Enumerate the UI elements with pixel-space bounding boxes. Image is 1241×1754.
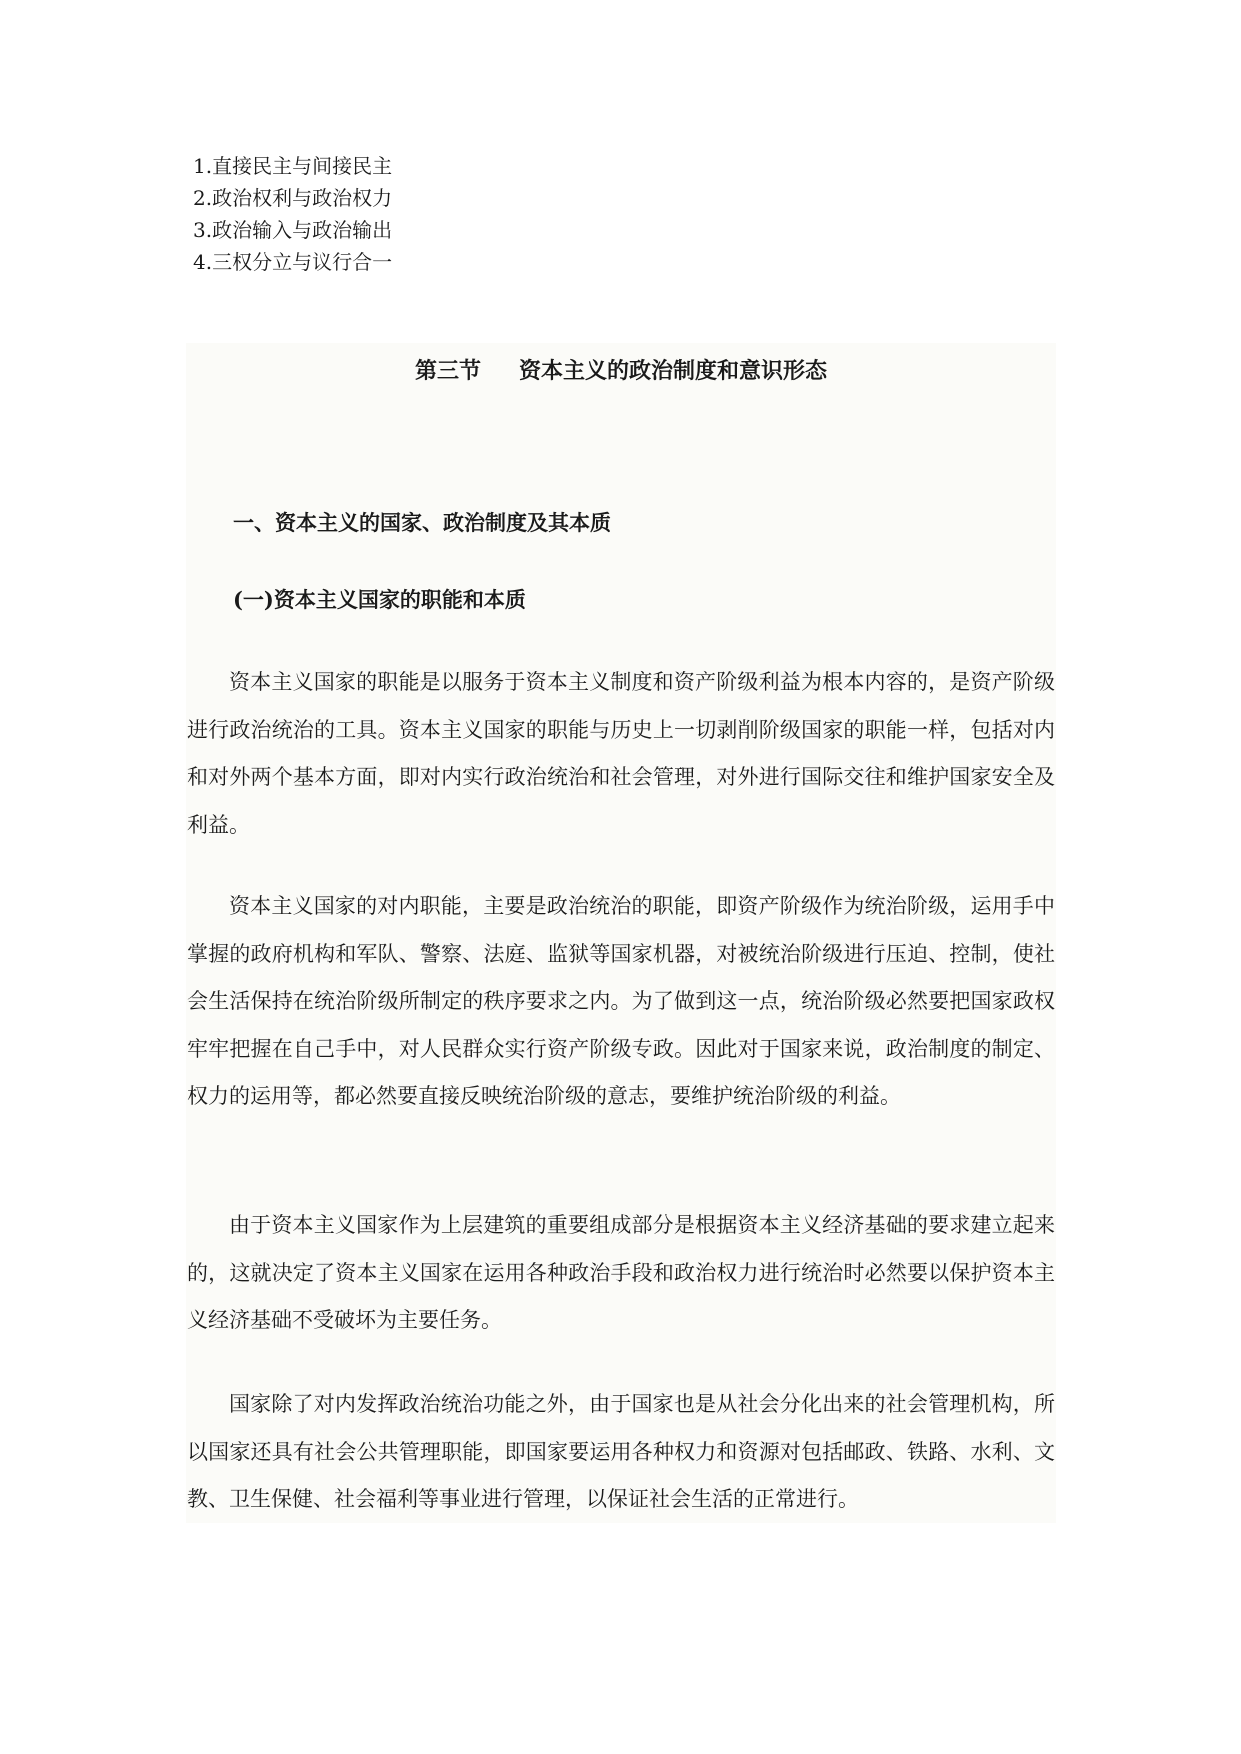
heading-1: 一、资本主义的国家、政治制度及其本质 — [233, 510, 611, 535]
section-number: 第三节 — [414, 358, 481, 384]
intro-list — [193, 150, 392, 278]
content-block — [186, 343, 1056, 1523]
section-name: 资本主义的政治制度和意识形态 — [519, 358, 828, 384]
paragraph: 资本主义国家的对内职能，主要是政治统治的职能，即资产阶级作为统治阶级，运用手中掌握的政府机构和军队、警察、法庭、监狱等国家机器，对被统治阶级进行压迫、控制，使社会生活保持在统治阶级所制定的秩序要求之内。为了做到这一点，统治阶级必然要把国家政权牢牢把握在自己手中，对人民群众实行资产阶级专政。因此对于国家来说，政治制度的制定、权力的运用等，都必然要直接反映统治阶级的意志，要维护统治阶级的利益。 — [187, 894, 1055, 1108]
paragraph: 由于资本主义国家作为上层建筑的重要组成部分是根据资本主义经济基础的要求建立起来的，这就决定了资本主义国家在运用各种政治手段和政治权力进行统治时必然要以保护资本主义经济基础不受破坏为主要任务。 — [187, 1213, 1055, 1332]
list-item: 1.直接民主与间接民主 — [193, 154, 393, 178]
list-item: 3.政治输入与政治输出 — [193, 218, 393, 242]
paragraph: 国家除了对内发挥政治统治功能之外，由于国家也是从社会分化出来的社会管理机构，所以国家还具有社会公共管理职能，即国家要运用各种权力和资源对包括邮政、铁路、水利、文教、卫生保健、社会福利等事业进行管理，以保证社会生活的正常进行。 — [187, 1392, 1055, 1511]
heading-2: (一)资本主义国家的职能和本质 — [233, 587, 526, 612]
list-item: 2.政治权利与政治权力 — [193, 186, 393, 210]
list-item: 4.三权分立与议行合一 — [193, 250, 393, 274]
section-title — [186, 351, 1056, 391]
paragraph: 资本主义国家的职能是以服务于资本主义制度和资产阶级利益为根本内容的，是资产阶级进行政治统治的工具。资本主义国家的职能与历史上一切剥削阶级国家的职能一样，包括对内和对外两个基本方面，即对内实行政治统治和社会管理，对外进行国际交往和维护国家安全及利益。 — [187, 670, 1055, 837]
